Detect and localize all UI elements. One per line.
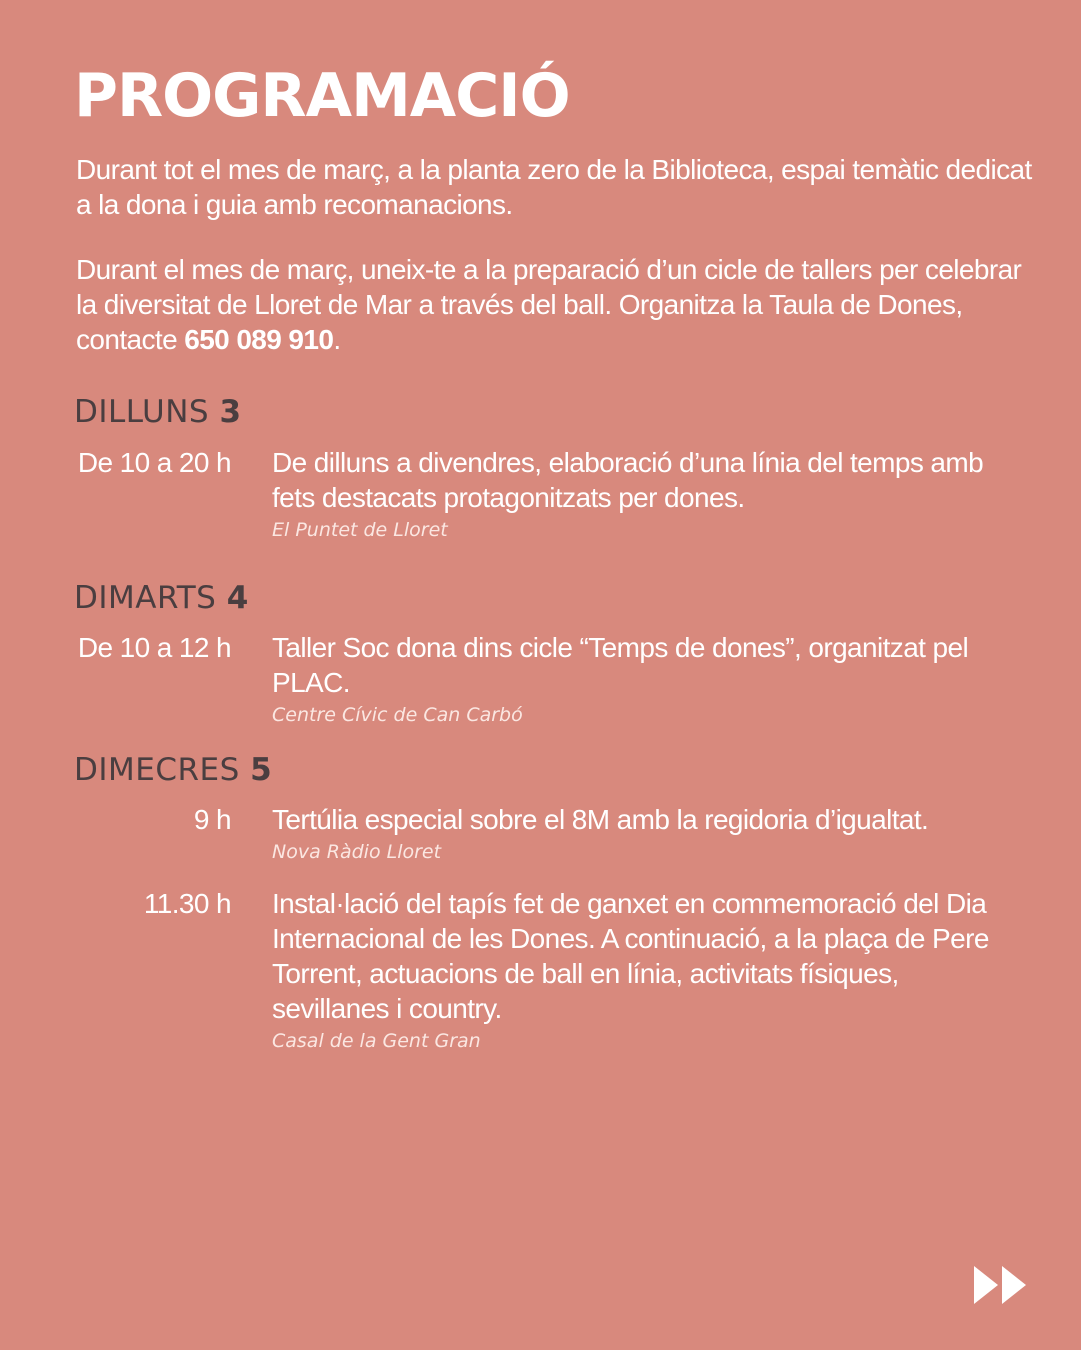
event-body	[272, 445, 1012, 545]
intro-end: .	[333, 324, 341, 355]
event-venue: Nova Ràdio Lloret	[272, 841, 442, 863]
fast-forward-icon[interactable]	[974, 1266, 1028, 1304]
intro-text: Durant tot el mes de març, a la planta zero de la Biblioteca, espai temàtic dedicat a la dona i guia amb recomanacions.	[76, 154, 1032, 220]
event-venue: El Puntet de Lloret	[272, 519, 448, 541]
day-number: 3	[219, 394, 242, 430]
event-venue: Centre Cívic de Can Carbó	[272, 704, 523, 726]
contact-phone: 650 089 910	[184, 324, 334, 355]
event-time: 11.30 h	[143, 888, 231, 919]
day-number: 4	[226, 580, 249, 616]
day-heading	[74, 578, 249, 618]
day-heading	[74, 392, 242, 432]
day-number: 5	[250, 752, 273, 788]
page-title: PROGRAMACIÓ	[74, 61, 570, 131]
event-description: Instal·lació del tapís fet de ganxet en commemoració del Dia Internacional de les Dones. A continuació, a la plaça de Pere Torrent, actuacions de ball en línia, activitats físiques, sevillanes i country.	[272, 888, 989, 1024]
event-venue: Casal de la Gent Gran	[272, 1030, 481, 1052]
day-name: DIMARTS	[74, 580, 217, 616]
day-name: DIMECRES	[74, 752, 240, 788]
day-name: DILLUNS	[74, 394, 210, 430]
event-body	[272, 802, 1012, 867]
event-body	[272, 886, 1012, 1056]
intro-paragraph	[76, 152, 1036, 222]
intro-paragraph	[76, 252, 1036, 357]
fast-forward-icon-graphic	[974, 1266, 1028, 1304]
event-time: De 10 a 12 h	[77, 632, 231, 663]
event-time: 9 h	[193, 804, 231, 835]
event-description: Tertúlia especial sobre el 8M amb la regidoria d’igualtat.	[272, 804, 929, 835]
event-time: De 10 a 20 h	[77, 447, 231, 478]
event-body	[272, 630, 1012, 730]
intro-text: Durant el mes de març, uneix-te a la preparació d’un cicle de tallers per celebrar la diversitat de Lloret de Mar a través del ball. Organitza la Taula de Dones, contacte	[76, 254, 1022, 355]
day-heading	[74, 750, 272, 790]
event-description: Taller Soc dona dins cicle “Temps de dones”, organitzat pel PLAC.	[272, 632, 969, 698]
event-description: De dilluns a divendres, elaboració d’una línia del temps amb fets destacats protagonitzats per dones.	[272, 447, 984, 513]
